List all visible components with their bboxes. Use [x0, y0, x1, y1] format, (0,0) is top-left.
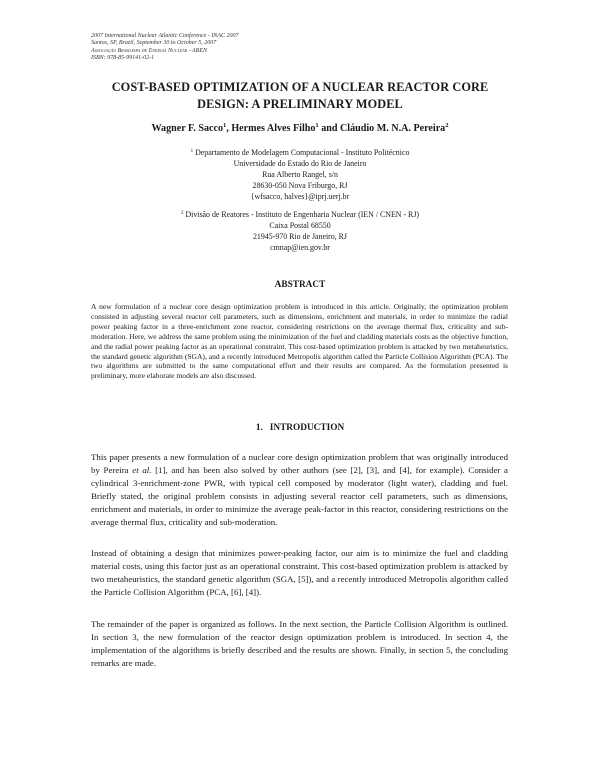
conference-header — [91, 33, 391, 63]
affiliation-street: Rua Alberto Rangel, s/n — [262, 169, 338, 179]
author-affiliation-mark: 1 — [223, 122, 227, 129]
paragraph-text: This paper presents a new formulation of a nuclear core design optimization problem that was originally introduced by Pereira — [91, 452, 508, 475]
affiliation-line — [90, 148, 510, 159]
author-list — [40, 123, 560, 135]
author-separator: , — [226, 123, 232, 134]
affiliation-po-box: Caixa Postal 68550 — [269, 220, 331, 230]
author-name: Wagner F. Sacco — [151, 123, 224, 134]
header-isbn: ISBN: 978-85-99141-02-1 — [91, 55, 155, 62]
author-name: Cláudio M. N.A. Pereira — [340, 123, 446, 134]
author-affiliation-mark: 1 — [315, 122, 319, 129]
introduction-heading: 1. INTRODUCTION — [255, 423, 345, 433]
et-al-italic: et al. — [132, 464, 152, 475]
affiliation-1 — [90, 148, 510, 203]
affiliation-university: Universidade do Estado do Rio de Janeiro — [233, 158, 367, 168]
affiliation-department: Divisão de Reatores - Instituto de Engenharia Nuclear (IEN / CNEN - RJ) — [185, 210, 420, 219]
abstract-text: A new formulation of a nuclear core design optimization problem is introduced in this article. Originally, the optimization problem consisted in adjusting several reactor cell parameters, such as dimensions, enrichment and materials, in order to minimize the radial power peaking factor in a three-enrichment zone reactor, considering restrictions on the average thermal flux, criticality and sub-moderation. Here, we address the same problem using the minimization of the fuel and cladding materials costs as the objective function, and the radial power peaking factor as an operational constraint. This cost-based optimization problem is attacked by two metaheuristics, the standard genetic algorithm (SGA), and a recently introduced Metropolis algorithm called the Particle Collision Algorithm (PCA). The two algorithms are submitted to the same computational effort and their results are compared. As the formulation presented is preliminary, more elaborate models are also discussed. — [91, 302, 508, 381]
affiliation-mark: 1 — [190, 149, 194, 154]
affiliation-email: cmnap@ien.gov.br — [270, 242, 330, 252]
affiliation-2 — [90, 210, 510, 254]
paper-title — [60, 79, 540, 113]
paragraph-text: [1], and has been also solved by other authors (see [2], [3], and [4], for example). Consider a cylindrical 3-enrichment-zone PWR, with typical cell composed by moderator (light water), cladding and fuel. Briefly stated, the original problem consists in adjusting several reactor cell parameters, such as dimensions, enrichment and materials, in order to minimize the average peak-factor in this reactor, considering restrictions on the average thermal flux, criticality and sub-moderation. — [91, 464, 508, 527]
abstract-heading: ABSTRACT — [274, 280, 326, 290]
intro-paragraph-1 — [91, 451, 508, 528]
header-association: Associação Brasileira de Energia Nuclear - ABEN — [91, 47, 207, 54]
affiliation-email: {wfsacco, halves}@iprj.uerj.br — [250, 191, 350, 201]
header-location-dates: Santos, SP, Brazil, September 30 to October 5, 2007 — [91, 40, 217, 47]
header-conference-name: 2007 International Nuclear Atlantic Conference - INAC 2007 — [91, 33, 239, 39]
affiliation-mark: 2 — [180, 211, 184, 216]
intro-paragraph-3: The remainder of the paper is organized as follows. In the next section, the Particle Collision Algorithm is outlined. In section 3, the new formulation of the reactor design optimization problem is introduced. In section 4, the implementation of the algorithms is briefly described and the results are shown. Finally, in section 5, the concluding remarks are made. — [91, 619, 508, 668]
affiliation-line — [90, 210, 510, 221]
affiliation-city: 21945-970 Rio de Janeiro, RJ — [252, 231, 348, 241]
affiliation-department: Departamento de Modelagem Computacional - Instituto Politécnico — [195, 148, 410, 157]
author-name: Hermes Alves Filho — [231, 123, 316, 134]
author-affiliation-mark: 2 — [445, 122, 449, 129]
title-line-1: COST-BASED OPTIMIZATION OF A NUCLEAR REACTOR CORE — [111, 80, 489, 94]
author-separator: and — [318, 123, 340, 134]
intro-paragraph-2: Instead of obtaining a design that minimizes power-peaking factor, our aim is to minimize the fuel and cladding material costs, using this factor just as an operational constraint. This cost-based optimization problem is attacked by two metaheuristics, the standard genetic algorithm (SGA, [5]), and a recently introduced Metropolis algorithm called the Particle Collision Algorithm (PCA, [6], [4]). — [91, 548, 508, 597]
title-line-2: DESIGN: A PRELIMINARY MODEL — [197, 97, 403, 111]
affiliation-city: 28630-050 Nova Friburgo, RJ — [252, 180, 348, 190]
